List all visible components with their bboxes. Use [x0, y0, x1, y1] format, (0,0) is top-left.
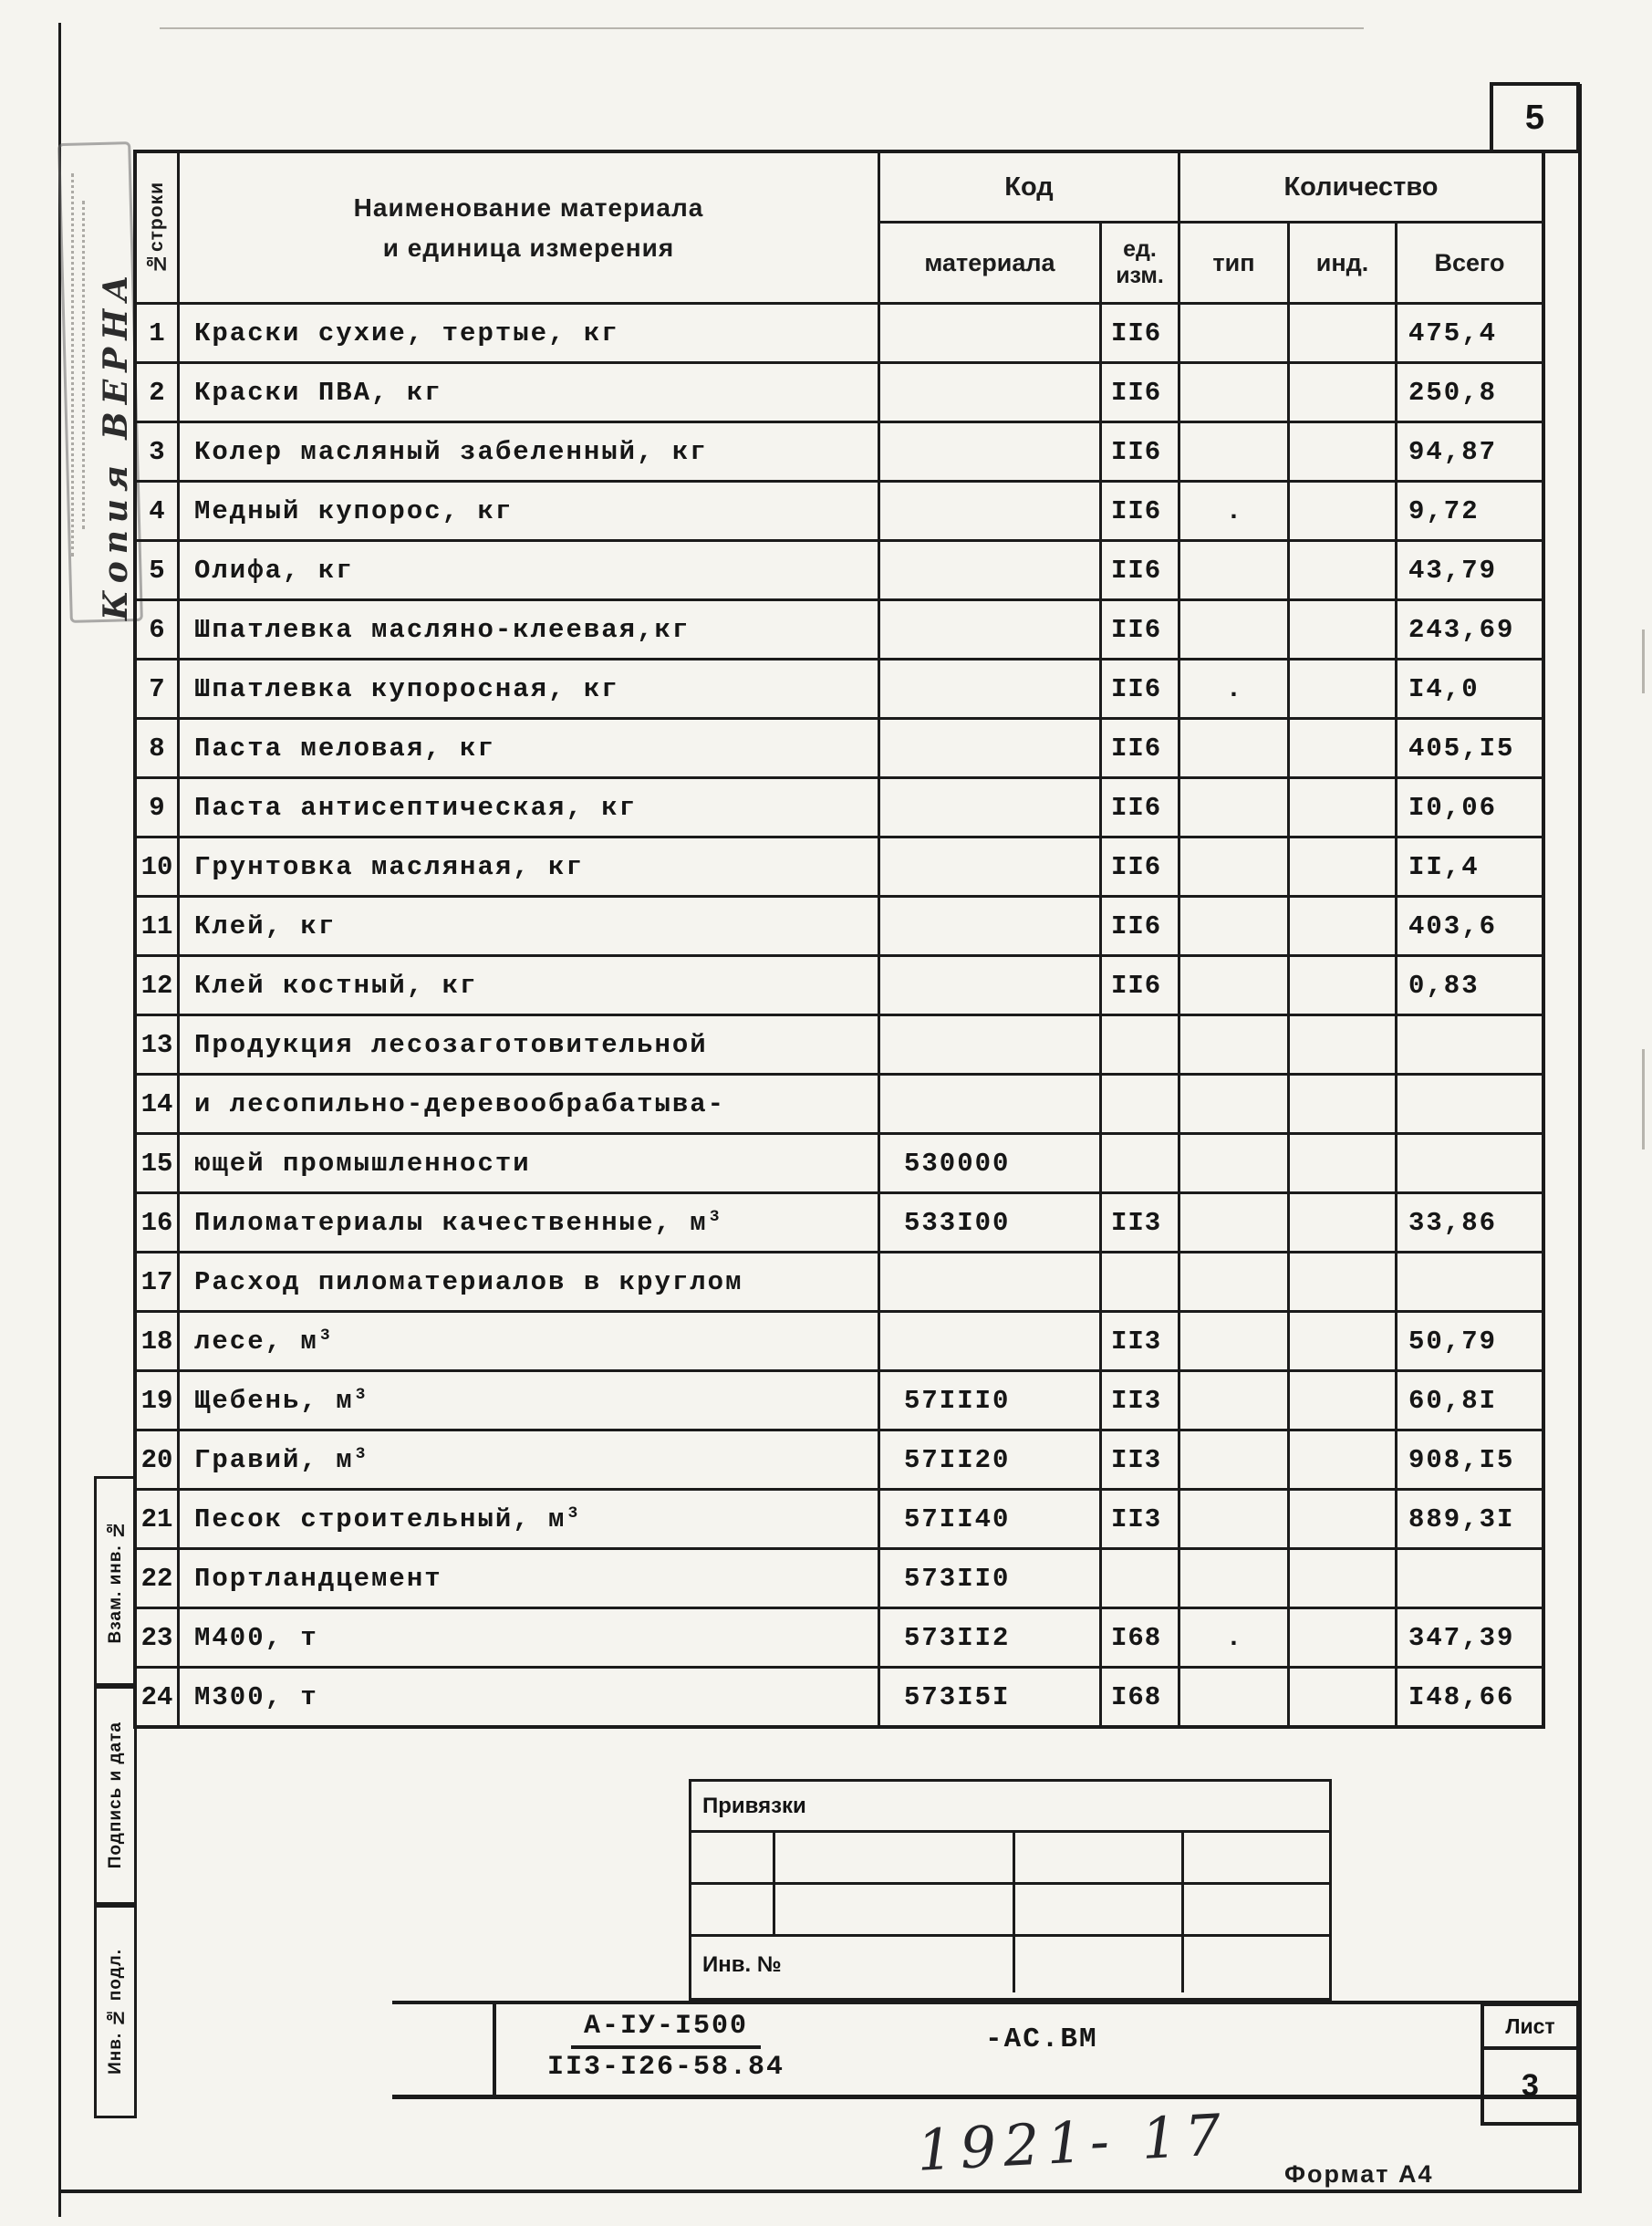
unit-subheader: ед. изм. — [1102, 224, 1180, 302]
privyazki-cell — [775, 1885, 1015, 1934]
sheet-label-cell: Лист — [1481, 2002, 1580, 2050]
stamp-illegible-line — [82, 201, 88, 529]
margin-box-vzam: Взам. инв. № — [94, 1476, 137, 1686]
material-code-cell: 57II40 — [880, 1491, 1102, 1547]
index-cell — [1290, 779, 1397, 836]
row-number-cell: 16 — [137, 1194, 180, 1251]
table-row — [137, 1488, 1542, 1547]
material-name-cell — [180, 1194, 880, 1251]
unit-code-cell: II6 — [1102, 720, 1180, 776]
right-edge-mark — [1642, 1049, 1645, 1149]
index-cell — [1290, 957, 1397, 1014]
material-name-cell — [180, 838, 880, 895]
material-code-cell — [880, 483, 1102, 539]
unit-code-cell: II3 — [1102, 1194, 1180, 1251]
material-name-text: Грунтовка масляная, кг — [194, 851, 584, 882]
row-number-cell: 18 — [137, 1313, 180, 1369]
material-name-cell — [180, 542, 880, 598]
table-row — [137, 954, 1542, 1014]
sheet-number-cell: 3 — [1481, 2050, 1580, 2126]
material-code-cell: 57III0 — [880, 1372, 1102, 1429]
type-cell — [1180, 1491, 1290, 1547]
total-cell: 250,8 — [1408, 377, 1498, 408]
material-name-text: Краски ПВА, кг — [194, 377, 442, 408]
material-name-text: Продукция лесозаготовительной — [194, 1029, 708, 1060]
material-name-cell — [180, 661, 880, 717]
row-number-cell: 11 — [137, 898, 180, 954]
material-code-cell — [880, 1253, 1102, 1310]
privyazki-cell — [1184, 1885, 1329, 1934]
row-number-cell: 10 — [137, 838, 180, 895]
unit-code-cell — [1102, 1253, 1180, 1310]
privyazki-cell — [775, 1833, 1015, 1882]
total-cell: 0,83 — [1408, 970, 1480, 1001]
material-name-cell — [180, 1491, 880, 1547]
index-cell — [1290, 601, 1397, 658]
index-cell — [1290, 1076, 1397, 1132]
total-cell — [1397, 1253, 1542, 1310]
type-cell — [1180, 542, 1290, 598]
index-cell — [1290, 1550, 1397, 1607]
unit-code-cell: II6 — [1102, 898, 1180, 954]
row-number-cell: 7 — [137, 661, 180, 717]
total-cell: 9,72 — [1408, 495, 1480, 526]
row-number-cell: 14 — [137, 1076, 180, 1132]
table-row — [137, 421, 1542, 480]
material-name-text: Медный купорос, кг — [194, 495, 514, 526]
material-code-cell — [880, 305, 1102, 361]
row-number-cell: 15 — [137, 1135, 180, 1191]
total-cell: 475,4 — [1408, 317, 1498, 348]
privyazki-row — [691, 1885, 1329, 1937]
material-name-cell — [180, 957, 880, 1014]
material-code-cell — [880, 601, 1102, 658]
unit-code-cell: II6 — [1102, 483, 1180, 539]
privyazki-inv-label: Инв. № — [691, 1937, 1015, 1992]
unit-code-cell: II3 — [1102, 1431, 1180, 1488]
type-cell: . — [1180, 483, 1290, 539]
material-code-cell — [880, 364, 1102, 421]
row-number-cell: 3 — [137, 423, 180, 480]
material-name-cell — [180, 1431, 880, 1488]
handwritten-note: 1921- 17 — [915, 2101, 1231, 2184]
total-cell: 403,6 — [1408, 910, 1498, 941]
table-row — [137, 836, 1542, 895]
privyazki-cell — [1184, 1937, 1329, 1992]
type-cell — [1180, 601, 1290, 658]
total-cell: 908,I5 — [1408, 1444, 1515, 1475]
privyazki-cell — [1015, 1937, 1184, 1992]
material-name-text: Клей костный, кг — [194, 970, 478, 1001]
material-code-cell — [880, 838, 1102, 895]
material-name-cell — [180, 483, 880, 539]
total-cell: I0,06 — [1408, 792, 1498, 823]
type-cell — [1180, 1016, 1290, 1073]
type-cell — [1180, 1372, 1290, 1429]
index-cell — [1290, 1016, 1397, 1073]
document-suffix: -АС.ВМ — [985, 2023, 1098, 2055]
table-row — [137, 361, 1542, 421]
document-code — [511, 2011, 821, 2083]
type-cell — [1180, 838, 1290, 895]
unit-code-cell — [1102, 1550, 1180, 1607]
type-cell — [1180, 1076, 1290, 1132]
stamp-handwriting: Копия ВЕРНА — [97, 267, 135, 620]
total-cell: 347,39 — [1408, 1622, 1515, 1653]
material-name-text: лесе, м — [194, 1326, 318, 1357]
table-row — [137, 1369, 1542, 1429]
index-cell — [1290, 1669, 1397, 1725]
row-number-cell: 23 — [137, 1609, 180, 1666]
total-cell — [1397, 1016, 1542, 1073]
index-subheader: инд. — [1290, 224, 1397, 302]
material-name-cell — [180, 364, 880, 421]
material-name-cell — [180, 601, 880, 658]
unit-code-cell: II6 — [1102, 779, 1180, 836]
type-cell — [1180, 1669, 1290, 1725]
type-cell — [1180, 720, 1290, 776]
material-name-text: М400, т — [194, 1622, 318, 1653]
unit-superscript: 3 — [319, 1326, 332, 1345]
total-cell — [1397, 1135, 1542, 1191]
index-cell — [1290, 542, 1397, 598]
type-cell — [1180, 423, 1290, 480]
top-frame-line — [160, 27, 1364, 29]
type-cell — [1180, 364, 1290, 421]
unit-code-cell: II3 — [1102, 1372, 1180, 1429]
title-block-bottom-line — [392, 2095, 1580, 2099]
total-cell: 405,I5 — [1408, 733, 1515, 764]
total-cell: II,4 — [1408, 851, 1480, 882]
row-number-cell: 17 — [137, 1253, 180, 1310]
material-code-cell — [880, 1313, 1102, 1369]
material-name-cell — [180, 1076, 880, 1132]
material-code-cell: 573I5I — [880, 1669, 1102, 1725]
total-cell: 50,79 — [1408, 1326, 1498, 1357]
table-row — [137, 1132, 1542, 1191]
table-row — [137, 1429, 1542, 1488]
material-code-cell — [880, 898, 1102, 954]
table-row — [137, 1014, 1542, 1073]
table-row — [137, 658, 1542, 717]
total-cell — [1397, 1550, 1542, 1607]
table-row — [137, 598, 1542, 658]
type-cell — [1180, 1253, 1290, 1310]
unit-code-cell — [1102, 1076, 1180, 1132]
margin-box-inv: Инв. № подл. — [94, 1905, 137, 2118]
material-code-cell: 530000 — [880, 1135, 1102, 1191]
table-row — [137, 480, 1542, 539]
type-subheader: тип — [1180, 224, 1290, 302]
type-cell — [1180, 1313, 1290, 1369]
total-cell — [1397, 1076, 1542, 1132]
document-code-top: А-IУ-I500 — [571, 2011, 761, 2049]
material-name-cell — [180, 898, 880, 954]
material-code-cell — [880, 957, 1102, 1014]
type-cell — [1180, 1431, 1290, 1488]
privyazki-footer — [691, 1937, 1329, 1992]
page-number-box — [1490, 82, 1580, 153]
table-row — [137, 1607, 1542, 1666]
code-group-header: Код — [880, 153, 1180, 224]
material-name-cell — [180, 1372, 880, 1429]
row-number-cell: 20 — [137, 1431, 180, 1488]
material-name-cell — [180, 1609, 880, 1666]
index-cell — [1290, 720, 1397, 776]
row-number-cell: 8 — [137, 720, 180, 776]
quantity-group-header: Количество — [1180, 153, 1542, 224]
unit-superscript: 3 — [355, 1445, 368, 1463]
type-cell — [1180, 779, 1290, 836]
table-row — [137, 539, 1542, 598]
material-name-text: и лесопильно-деревообрабатыва- — [194, 1088, 726, 1119]
index-cell — [1290, 1609, 1397, 1666]
unit-code-cell: II6 — [1102, 542, 1180, 598]
material-name-cell — [180, 305, 880, 361]
material-code-cell: 57II20 — [880, 1431, 1102, 1488]
unit-code-cell: II6 — [1102, 364, 1180, 421]
total-subheader: Всего — [1434, 248, 1505, 276]
index-cell — [1290, 1431, 1397, 1488]
unit-code-cell: II6 — [1102, 305, 1180, 361]
type-cell — [1180, 898, 1290, 954]
materials-table — [133, 150, 1545, 1729]
material-code-cell — [880, 661, 1102, 717]
unit-code-cell: II6 — [1102, 601, 1180, 658]
material-name-text: Колер масляный забеленный, кг — [194, 436, 708, 467]
material-code-cell: 573II0 — [880, 1550, 1102, 1607]
material-code-subheader: материала — [880, 224, 1102, 302]
unit-code-cell — [1102, 1135, 1180, 1191]
format-label: Формат А4 — [1284, 2160, 1434, 2188]
index-cell — [1290, 423, 1397, 480]
privyazki-box — [689, 1779, 1332, 2001]
privyazki-cell — [1015, 1833, 1184, 1882]
privyazki-cell — [1015, 1885, 1184, 1934]
index-cell — [1290, 305, 1397, 361]
total-cell: 94,87 — [1408, 436, 1498, 467]
total-cell: 60,8I — [1408, 1385, 1498, 1416]
unit-superscript: 3 — [355, 1386, 368, 1404]
index-cell — [1290, 898, 1397, 954]
material-name-text: Шпатлевка купоросная, кг — [194, 673, 619, 704]
total-cell: I4,0 — [1408, 673, 1480, 704]
bottom-frame-line — [58, 2190, 1582, 2193]
row-number-cell: 4 — [137, 483, 180, 539]
row-number-cell: 2 — [137, 364, 180, 421]
index-cell — [1290, 838, 1397, 895]
material-name-cell — [180, 1550, 880, 1607]
table-header — [137, 153, 1542, 305]
material-code-cell — [880, 1016, 1102, 1073]
index-cell — [1290, 364, 1397, 421]
type-cell — [1180, 1194, 1290, 1251]
title-block-left-line — [493, 2002, 496, 2098]
title-block-top-line — [392, 2001, 1580, 2004]
privyazki-cell — [691, 1833, 775, 1882]
privyazki-row — [691, 1833, 1329, 1885]
unit-code-cell: I68 — [1102, 1669, 1180, 1725]
material-name-cell — [180, 1313, 880, 1369]
material-code-cell: 533I00 — [880, 1194, 1102, 1251]
row-number-cell: 24 — [137, 1669, 180, 1725]
unit-code-cell: II6 — [1102, 423, 1180, 480]
table-row — [137, 1666, 1542, 1725]
right-edge-mark — [1642, 629, 1645, 693]
table-body — [137, 305, 1542, 1725]
row-number-cell: 6 — [137, 601, 180, 658]
material-name-cell — [180, 1016, 880, 1073]
type-cell: . — [1180, 1609, 1290, 1666]
type-cell — [1180, 1135, 1290, 1191]
unit-code-cell: II3 — [1102, 1491, 1180, 1547]
table-row — [137, 776, 1542, 836]
row-number-cell: 12 — [137, 957, 180, 1014]
row-number-cell: 19 — [137, 1372, 180, 1429]
index-cell — [1290, 1313, 1397, 1369]
total-cell: I48,66 — [1408, 1681, 1515, 1712]
row-number-cell: 9 — [137, 779, 180, 836]
material-code-cell: 573II2 — [880, 1609, 1102, 1666]
material-name-cell — [180, 1669, 880, 1725]
material-name-text: Шпатлевка масляно-клеевая,кг — [194, 614, 691, 645]
total-cell: 243,69 — [1408, 614, 1515, 645]
table-row — [137, 1191, 1542, 1251]
table-row — [137, 895, 1542, 954]
row-number-cell: 1 — [137, 305, 180, 361]
material-code-cell — [880, 1076, 1102, 1132]
document-code-bottom: II3-I26-58.84 — [546, 2052, 785, 2083]
total-cell: 33,86 — [1408, 1207, 1498, 1238]
table-row — [137, 1073, 1542, 1132]
copy-stamp — [60, 137, 139, 629]
unit-code-cell: II6 — [1102, 838, 1180, 895]
right-frame-line — [1578, 84, 1582, 2193]
material-name-text: Щебень, м — [194, 1385, 354, 1416]
unit-code-cell: II3 — [1102, 1313, 1180, 1369]
material-name-text: Песок строительный, м — [194, 1503, 566, 1534]
unit-code-cell: II6 — [1102, 661, 1180, 717]
material-name-text: Портландцемент — [194, 1563, 442, 1594]
type-cell: . — [1180, 661, 1290, 717]
index-cell — [1290, 483, 1397, 539]
material-name-cell — [180, 423, 880, 480]
type-cell — [1180, 305, 1290, 361]
margin-box-podpis: Подпись и дата — [94, 1686, 137, 1905]
material-name-cell — [180, 1135, 880, 1191]
index-cell — [1290, 661, 1397, 717]
material-name-text: Паста антисептическая, кг — [194, 792, 638, 823]
table-row — [137, 717, 1542, 776]
stamp-illegible-line — [71, 173, 77, 556]
unit-superscript: 3 — [567, 1504, 580, 1523]
material-name-text: Гравий, м — [194, 1444, 354, 1475]
index-cell — [1290, 1194, 1397, 1251]
material-code-cell — [880, 423, 1102, 480]
material-name-text: М300, т — [194, 1681, 318, 1712]
table-row — [137, 1310, 1542, 1369]
material-name-text: Клей, кг — [194, 910, 337, 941]
privyazki-cell — [691, 1885, 775, 1934]
table-row — [137, 305, 1542, 361]
row-number-cell: 21 — [137, 1491, 180, 1547]
row-number-cell: 13 — [137, 1016, 180, 1073]
total-cell: 889,3I — [1408, 1503, 1515, 1534]
table-row — [137, 1251, 1542, 1310]
material-name-text: Паста меловая, кг — [194, 733, 495, 764]
table-row — [137, 1547, 1542, 1607]
unit-code-cell — [1102, 1016, 1180, 1073]
privyazki-cell — [1184, 1833, 1329, 1882]
material-name-text: Пиломатериалы качественные, м — [194, 1207, 708, 1238]
index-cell — [1290, 1372, 1397, 1429]
type-cell — [1180, 1550, 1290, 1607]
material-name-header: Наименование материала и единица измерения — [180, 153, 880, 302]
total-cell: 43,79 — [1408, 555, 1498, 586]
unit-code-cell: I68 — [1102, 1609, 1180, 1666]
material-name-text: Краски сухие, тертые, кг — [194, 317, 619, 348]
row-number-cell: 5 — [137, 542, 180, 598]
type-cell — [1180, 957, 1290, 1014]
index-cell — [1290, 1253, 1397, 1310]
material-name-cell — [180, 1253, 880, 1310]
material-code-cell — [880, 720, 1102, 776]
index-cell — [1290, 1491, 1397, 1547]
row-number-cell: 22 — [137, 1550, 180, 1607]
page-number: 5 — [1524, 98, 1545, 137]
unit-code-cell: II6 — [1102, 957, 1180, 1014]
material-code-cell — [880, 779, 1102, 836]
material-code-cell — [880, 542, 1102, 598]
material-name-text: ющей промышленности — [194, 1148, 531, 1179]
index-cell — [1290, 1135, 1397, 1191]
material-name-text: Олифа, кг — [194, 555, 354, 586]
material-name-text: Расход пиломатериалов в круглом — [194, 1266, 743, 1297]
unit-superscript: 3 — [709, 1208, 722, 1226]
material-name-cell — [180, 720, 880, 776]
privyazki-title: Привязки — [691, 1782, 1329, 1833]
material-name-cell — [180, 779, 880, 836]
row-number-header: №строки — [137, 153, 180, 302]
